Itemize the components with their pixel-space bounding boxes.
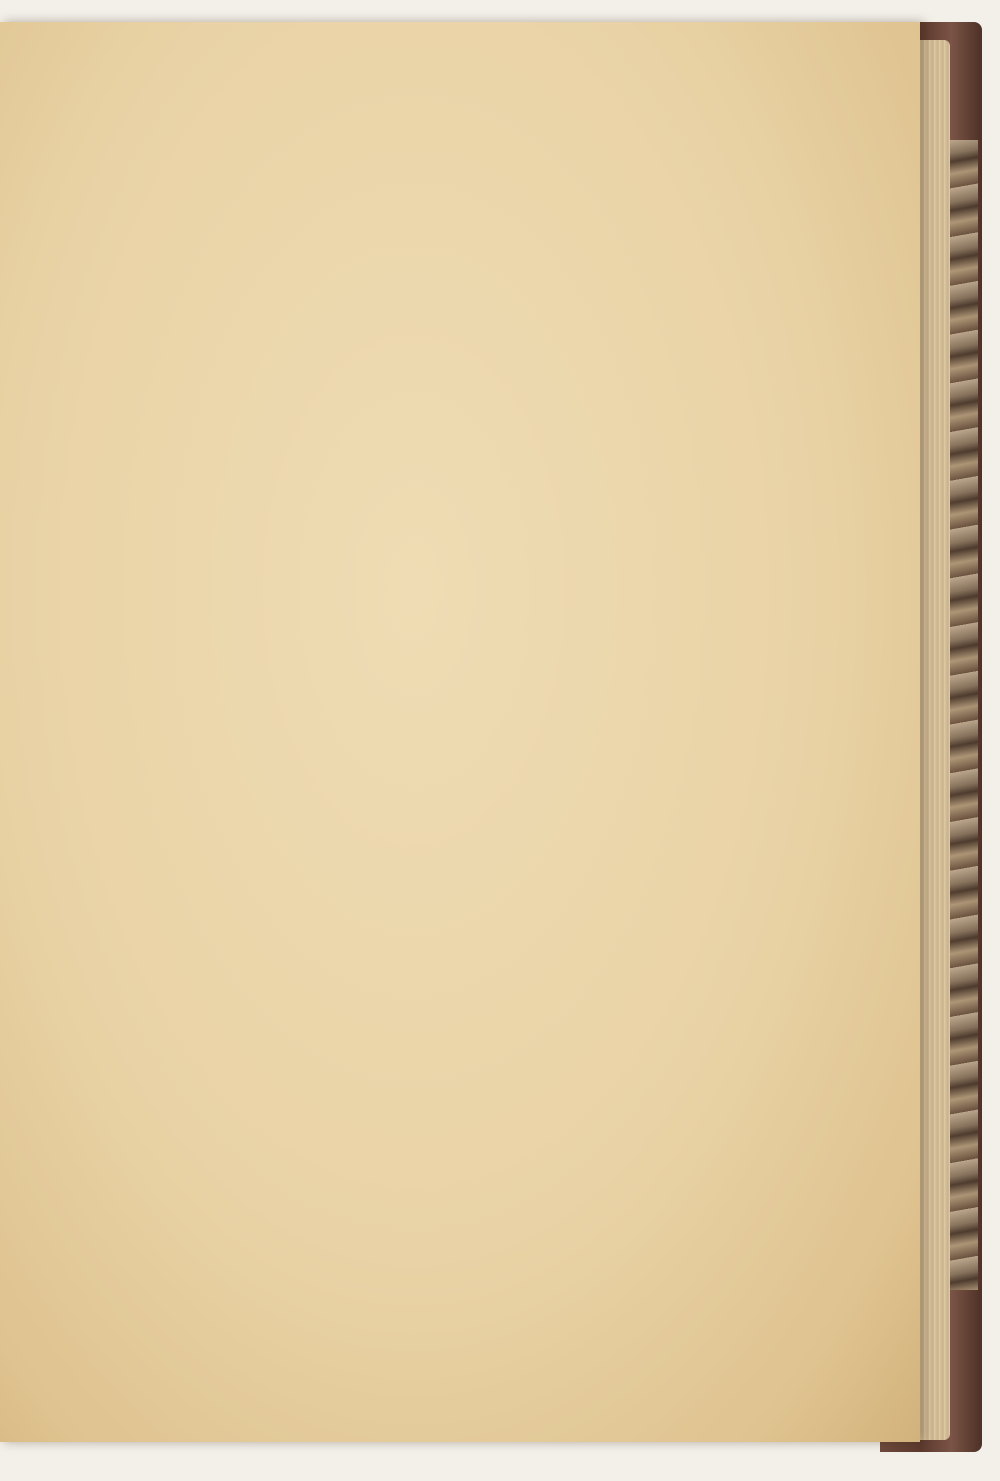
marbled-endpaper <box>948 140 978 1290</box>
book-page <box>0 22 920 1442</box>
